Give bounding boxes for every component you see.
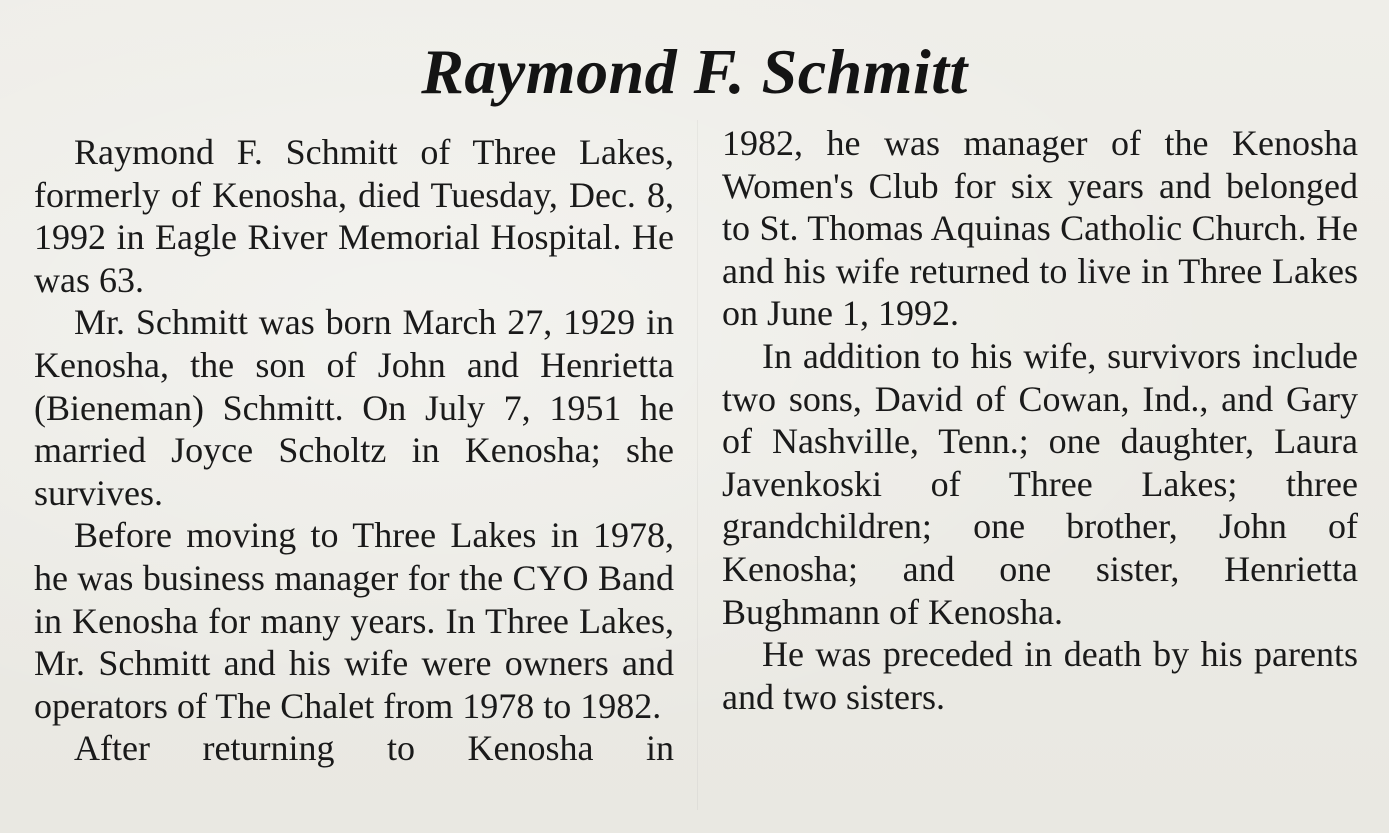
obituary-title: Raymond F. Schmitt [421, 36, 968, 107]
paragraph-return-continued: 1982, he was manager of the Kenosha Women's Club for six years and belonged to St. Thomas Aquinas Catholic Church. He and his wife returned to live in Three Lakes on June 1, 1992. [722, 123, 1358, 334]
paragraph-survivors: In addition to his wife, survivors include two sons, David of Cowan, Ind., and Gary of Nashville, Tenn.; one daughter, Laura Javenkoski of Three Lakes; three grandchildren; one brother, John of Kenosha; and one sister, Henrietta Bughmann of Kenosha. [722, 335, 1358, 632]
paragraph-return-start: After returning to Kenosha in [74, 728, 674, 769]
paragraph-preceded: He was preceded in death by his parents and two sisters. [722, 634, 1358, 717]
paragraph-death-notice: Raymond F. Schmitt of Three Lakes, formerly of Kenosha, died Tuesday, Dec. 8, 1992 in Eagle River Memorial Hospital. He was 63. [34, 132, 674, 300]
column-gutter [697, 120, 698, 810]
paragraph-birth-marriage: Mr. Schmitt was born March 27, 1929 in Kenosha, the son of John and Henrietta (Bieneman) Schmitt. On July 7, 1951 he married Joyce Scholtz in Kenosha; she survives. [34, 302, 674, 513]
left-column [34, 131, 674, 770]
right-column [722, 122, 1358, 718]
bleed-through-text [60, 0, 1060, 22]
paragraph-career: Before moving to Three Lakes in 1978, he was business manager for the CYO Band in Kenosha for many years. In Three Lakes, Mr. Schmitt and his wife were owners and operators of The Chalet from 1978 to 1982. [34, 515, 674, 726]
